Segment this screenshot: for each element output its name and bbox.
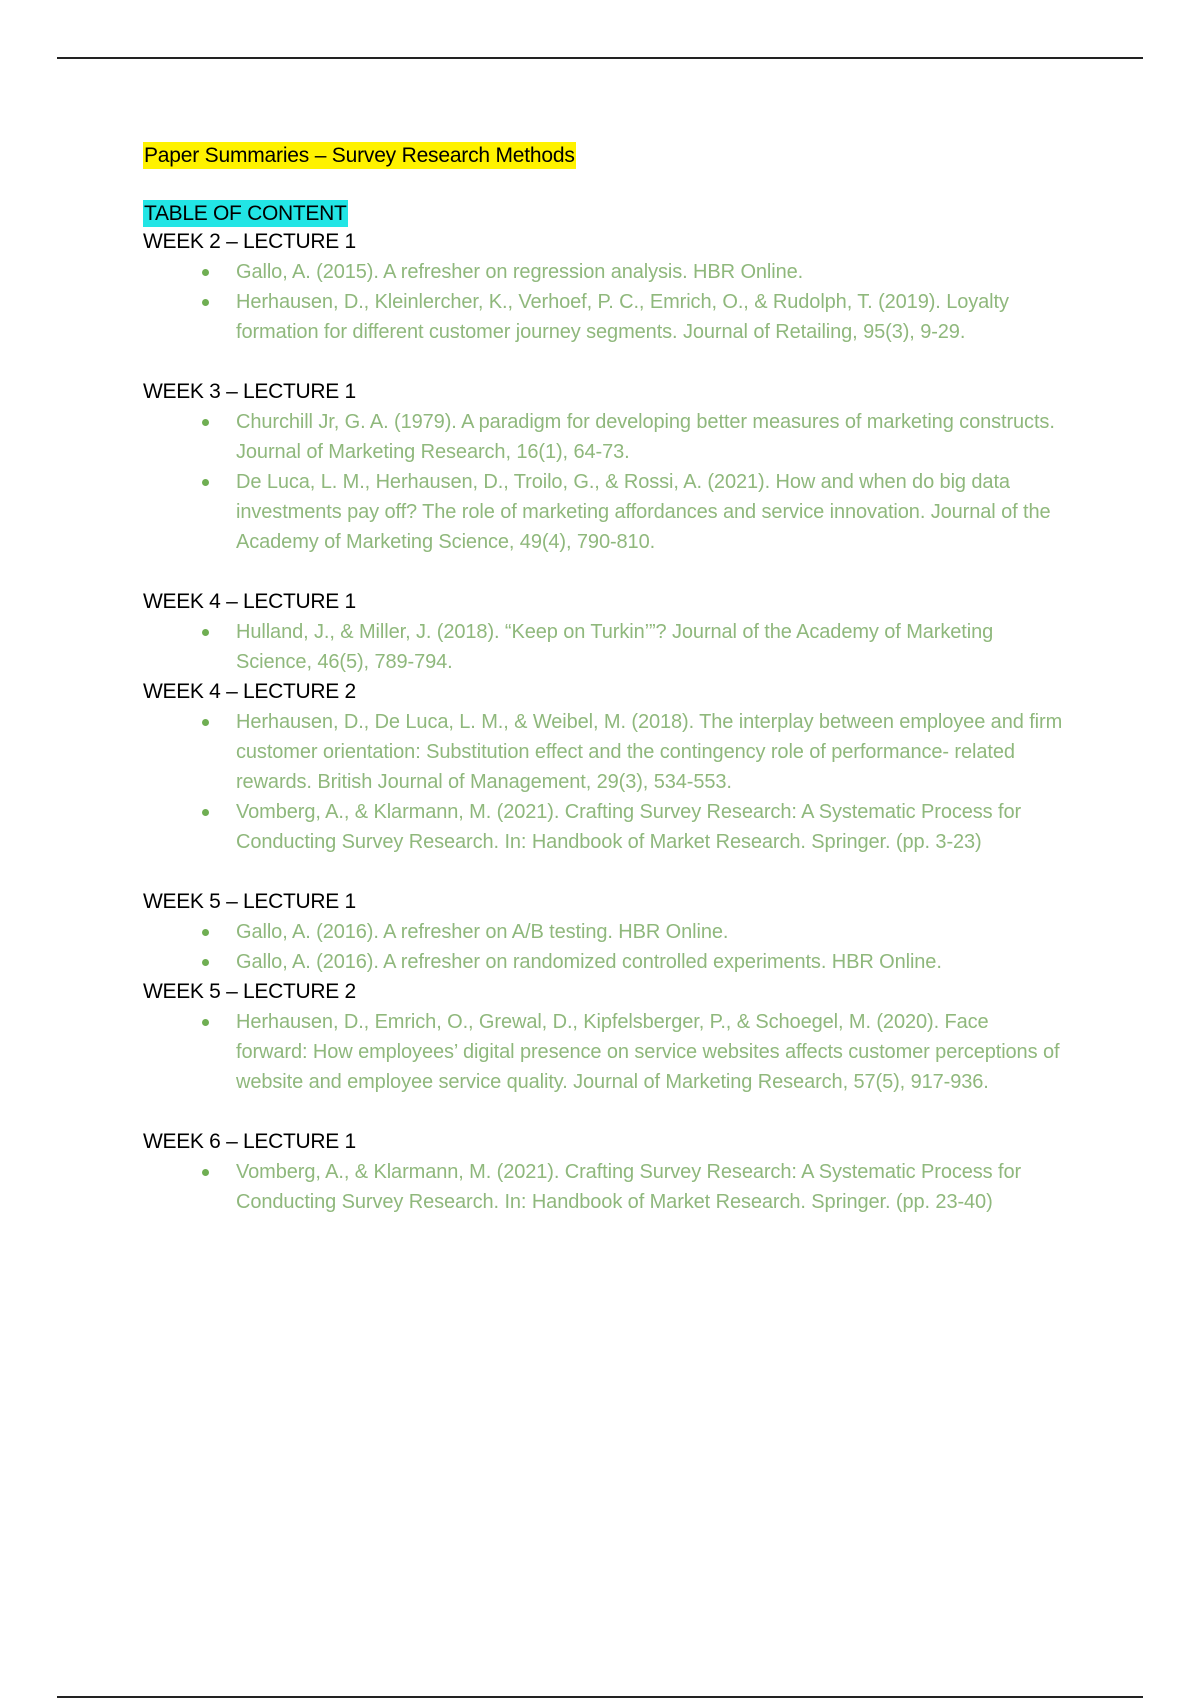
reference-item <box>143 707 1063 797</box>
section-heading: WEEK 3 – LECTURE 1 <box>143 380 356 403</box>
reference-list <box>143 917 1063 977</box>
reference-list <box>143 1007 1063 1097</box>
section-week3-lecture1 <box>143 377 1063 557</box>
section-heading: WEEK 4 – LECTURE 1 <box>143 590 356 613</box>
bullet-icon <box>202 1019 209 1026</box>
bullet-icon <box>202 419 209 426</box>
reference-item <box>143 797 1063 857</box>
bullet-icon <box>202 809 209 816</box>
reference-item <box>143 917 1063 947</box>
section-heading: WEEK 6 – LECTURE 1 <box>143 1130 356 1153</box>
reference-text: Herhausen, D., Kleinlercher, K., Verhoef, P. C., Emrich, O., & Rudolph, T. (2019). Loyalty formation for different customer journey segments. Journal of Retailing, 95(3), 9-29. <box>236 291 1009 343</box>
reference-item <box>143 1007 1063 1097</box>
section-heading: WEEK 2 – LECTURE 1 <box>143 230 356 253</box>
bullet-icon <box>202 1169 209 1176</box>
reference-list <box>143 707 1063 857</box>
reference-text: Hulland, J., & Miller, J. (2018). “Keep on Turkin’”? Journal of the Academy of Marketing Science, 46(5), 789-794. <box>236 621 994 673</box>
reference-text: Gallo, A. (2016). A refresher on randomized controlled experiments. HBR Online. <box>236 951 942 973</box>
bullet-icon <box>202 929 209 936</box>
bullet-icon <box>202 479 209 486</box>
reference-text: Gallo, A. (2016). A refresher on A/B testing. HBR Online. <box>236 921 729 943</box>
toc-heading: TABLE OF CONTENT <box>144 202 347 225</box>
reference-item <box>143 617 1063 677</box>
bullet-icon <box>202 959 209 966</box>
reference-list <box>143 407 1063 557</box>
header-rule <box>57 57 1143 59</box>
reference-item <box>143 947 1063 977</box>
reference-item <box>143 287 1063 347</box>
reference-item <box>143 467 1063 557</box>
section-week4-lecture2 <box>143 677 1063 857</box>
bullet-icon <box>202 629 209 636</box>
reference-item <box>143 407 1063 467</box>
bullet-icon <box>202 719 209 726</box>
reference-text: Vomberg, A., & Klarmann, M. (2021). Crafting Survey Research: A Systematic Process for Conducting Survey Research. In: Handbook of Market Research. Springer. (pp. 23-40) <box>236 1161 1022 1213</box>
reference-list <box>143 257 1063 347</box>
document-body <box>143 142 1063 1217</box>
reference-list <box>143 1157 1063 1217</box>
footer-rule <box>57 1696 1143 1698</box>
document-title: Paper Summaries – Survey Research Methods <box>144 144 575 167</box>
reference-text: Vomberg, A., & Klarmann, M. (2021). Crafting Survey Research: A Systematic Process for Conducting Survey Research. In: Handbook of Market Research. Springer. (pp. 3-23) <box>236 801 1022 853</box>
reference-text: Herhausen, D., Emrich, O., Grewal, D., Kipfelsberger, P., & Schoegel, M. (2020). Face forward: How employees’ digital presence on service websites affects customer perceptions of website and employee service quality. Journal of Marketing Research, 57(5), 917-936. <box>236 1011 1060 1093</box>
reference-text: Gallo, A. (2015). A refresher on regression analysis. HBR Online. <box>236 261 804 283</box>
section-week4-lecture1 <box>143 587 1063 677</box>
bullet-icon <box>202 299 209 306</box>
section-week5-lecture2 <box>143 977 1063 1097</box>
reference-item <box>143 1157 1063 1217</box>
section-week2-lecture1 <box>143 227 1063 347</box>
section-heading: WEEK 5 – LECTURE 1 <box>143 890 356 913</box>
section-week5-lecture1 <box>143 887 1063 977</box>
reference-text: Herhausen, D., De Luca, L. M., & Weibel, M. (2018). The interplay between employee and firm customer orientation: Substitution effect and the contingency role of performance- related rewards. British Journal of Management, 29(3), 534-553. <box>236 711 1063 793</box>
reference-item <box>143 257 1063 287</box>
bullet-icon <box>202 269 209 276</box>
reference-list <box>143 617 1063 677</box>
section-week6-lecture1 <box>143 1127 1063 1217</box>
reference-text: De Luca, L. M., Herhausen, D., Troilo, G., & Rossi, A. (2021). How and when do big data investments pay off? The role of marketing affordances and service innovation. Journal of the Academy of Marketing Science, 49(4), 790-810. <box>236 471 1051 553</box>
reference-text: Churchill Jr, G. A. (1979). A paradigm for developing better measures of marketing constructs. Journal of Marketing Research, 16(1), 64-73. <box>236 411 1055 463</box>
section-heading: WEEK 5 – LECTURE 2 <box>143 980 356 1003</box>
section-heading: WEEK 4 – LECTURE 2 <box>143 680 356 703</box>
